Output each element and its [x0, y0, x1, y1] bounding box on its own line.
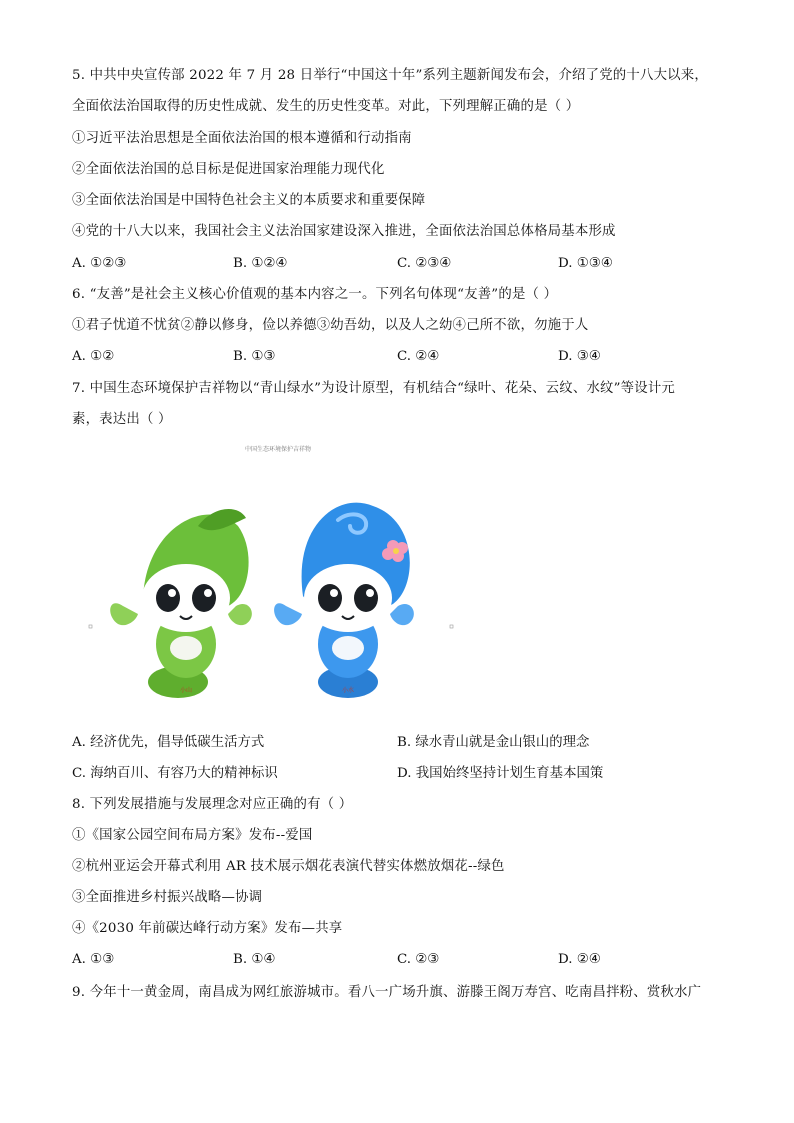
q7-option-b[interactable]: B. 绿水青山就是金山银山的理念 [397, 735, 590, 750]
q6-option-d[interactable]: D. ③④ [558, 349, 601, 364]
q6-option-b[interactable]: B. ①③ [233, 349, 276, 364]
figure-marker-right [450, 625, 453, 628]
q8-option-c[interactable]: C. ②③ [397, 952, 440, 967]
figure-marker-left [89, 625, 92, 628]
q8-item-1: ①《国家公园空间布局方案》发布--爱国 [72, 828, 313, 843]
q8-option-b[interactable]: B. ①④ [233, 952, 276, 967]
q8-option-d[interactable]: D. ②④ [558, 952, 601, 967]
q6-option-a[interactable]: A. ①② [72, 349, 115, 364]
q5-option-a[interactable]: A. ①②③ [72, 256, 127, 271]
q8-item-3: ③全面推进乡村振兴战略—协调 [72, 890, 263, 905]
q7-option-a[interactable]: A. 经济优先，倡导低碳生活方式 [72, 735, 265, 750]
q6-option-c[interactable]: C. ②④ [397, 349, 440, 364]
q5-option-d[interactable]: D. ①③④ [558, 256, 613, 271]
q5-item-4: ④党的十八大以来，我国社会主义法治国家建设深入推进，全面依法治国总体格局基本形成 [72, 224, 616, 239]
q7-option-d[interactable]: D. 我国始终坚持计划生育基本国策 [397, 766, 604, 781]
mascot-illustration [88, 456, 468, 708]
blue-mascot-label: 小水 [341, 687, 355, 694]
q7-stem-line2: 素，表达出（ ） [72, 412, 172, 427]
q5-stem-line1: 5. 中共中央宣传部 2022 年 7 月 28 日举行“中国这十年”系列主题新闻发布会，介绍了党的十八大以来， [72, 68, 708, 83]
mascot-figure [88, 440, 468, 710]
green-mascot [110, 509, 252, 698]
q5-item-1: ①习近平法治思想是全面依法治国的根本遵循和行动指南 [72, 131, 412, 146]
q8-option-a[interactable]: A. ①③ [72, 952, 115, 967]
q5-item-3: ③全面依法治国是中国特色社会主义的本质要求和重要保障 [72, 193, 426, 208]
q8-item-2: ②杭州亚运会开幕式利用 AR 技术展示烟花表演代替实体燃放烟花--绿色 [72, 859, 505, 874]
figure-caption: 中国生态环境保护吉祥物 [244, 446, 311, 453]
q5-item-2: ②全面依法治国的总目标是促进国家治理能力现代化 [72, 162, 385, 177]
q9-stem-line1: 9. 今年十一黄金周，南昌成为网红旅游城市。看八一广场升旗、游滕王阁万寿宫、吃南昌拌粉、赏秋水广 [72, 985, 702, 1000]
blue-mascot [274, 503, 414, 698]
q8-item-4: ④《2030 年前碳达峰行动方案》发布—共享 [72, 921, 343, 936]
q7-stem-line1: 7. 中国生态环境保护吉祥物以“青山绿水”为设计原型，有机结合“绿叶、花朵、云纹、水纹”等设计元 [72, 381, 676, 396]
q5-option-c[interactable]: C. ②③④ [397, 256, 452, 271]
q5-stem-line2: 全面依法治国取得的历史性成就、发生的历史性变革。对此，下列理解正确的是（ ） [72, 99, 580, 114]
q6-stem: 6. “友善”是社会主义核心价值观的基本内容之一。下列名句体现“友善”的是（ ） [72, 287, 558, 302]
q8-stem: 8. 下列发展措施与发展理念对应正确的有（ ） [72, 797, 353, 812]
green-mascot-label: 小山 [179, 687, 193, 694]
q5-option-b[interactable]: B. ①②④ [233, 256, 288, 271]
q7-option-c[interactable]: C. 海纳百川、有容乃大的精神标识 [72, 766, 278, 781]
q6-items: ①君子忧道不忧贫②静以修身，俭以养德③幼吾幼，以及人之幼④己所不欲，勿施于人 [72, 318, 589, 333]
